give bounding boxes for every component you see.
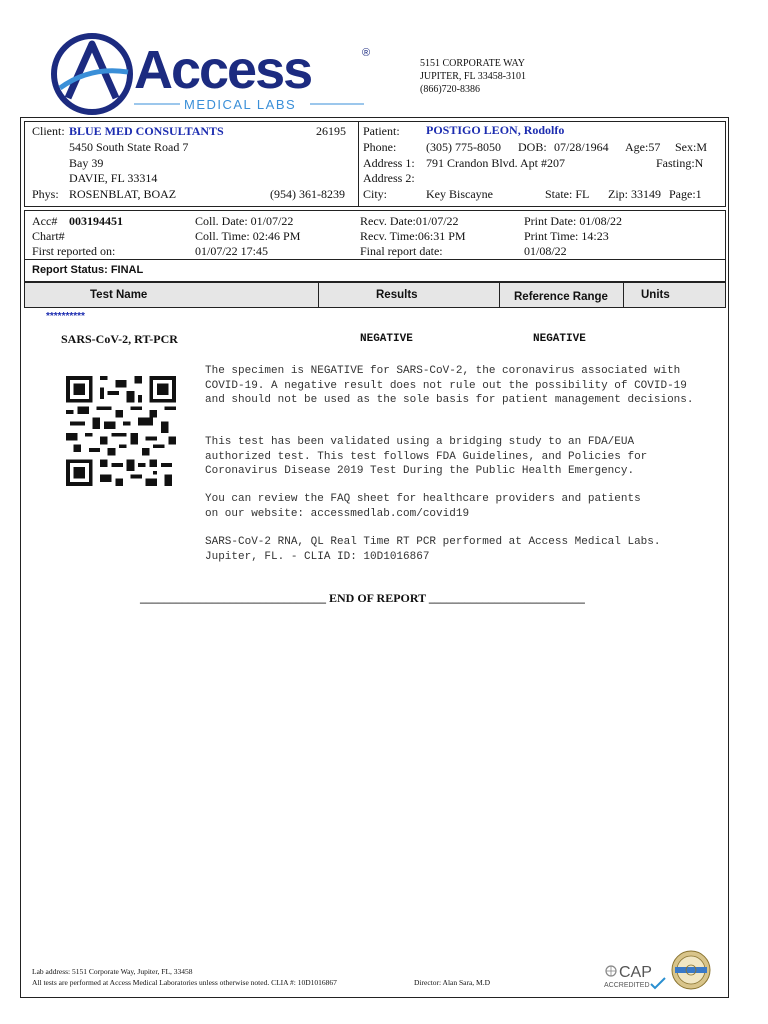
- footer-lab-address: Lab address: 5151 Corporate Way, Jupiter, FL, 33458: [32, 967, 193, 976]
- qr-code-icon: [66, 375, 176, 487]
- cap-accredited-logo: [603, 960, 669, 990]
- footer-disclaimer: All tests are performed at Access Medical Laboratories unless otherwise noted. CLIA #: 10D1016867: [32, 978, 337, 987]
- svg-text:CAP: CAP: [619, 964, 652, 981]
- patient-dob: 07/28/1964: [554, 140, 609, 154]
- client-name: BLUE MED CONSULTANTS: [69, 124, 224, 138]
- end-of-report: _______________________________ END OF REPORT __________________________: [140, 591, 585, 605]
- lab-address: 5151 CORPORATE WAY JUPITER, FL 33458-3101 (866)720-8386: [420, 58, 527, 95]
- section-stars: **********: [46, 311, 85, 322]
- result-note-2: This test has been validated using a bridging study to an FDA/EUA authorized test. This test follows FDA Guidelines, and Policies for Coronavirus Disease 2019 Test During the Public Health Emergency.: [205, 436, 648, 477]
- test-name: SARS-CoV-2, RT-PCR: [61, 332, 178, 346]
- test-result: NEGATIVE: [360, 333, 413, 345]
- physician-name: ROSENBLAT, BOAZ: [69, 187, 177, 201]
- svg-text:®: ®: [362, 47, 371, 59]
- logo-name: Access: [134, 40, 312, 100]
- result-note-1: The specimen is NEGATIVE for SARS-CoV-2, the coronavirus associated with COVID-19. A negative result does not rule out the possibility of COVID-19 and should not be used as the sole basis for patient management decisions.: [205, 365, 694, 406]
- svg-text:ACCREDITED: ACCREDITED: [604, 982, 650, 989]
- test-reference-range: NEGATIVE: [533, 333, 586, 345]
- result-note-3: You can review the FAQ sheet for healthcare providers and patients on our website: accessmedlab.com/covid19: [205, 493, 641, 520]
- footer-director: Director: Alan Sara, M.D: [414, 978, 491, 987]
- result-note-4: SARS-CoV-2 RNA, QL Real Time RT PCR performed at Access Medical Labs. Jupiter, FL. - CLIA ID: 10D1016867: [205, 536, 661, 563]
- patient-name: POSTIGO LEON, Rodolfo: [426, 123, 565, 137]
- logo-tagline: MEDICAL LABS: [184, 97, 297, 112]
- col-reference-range: Reference Range: [514, 291, 608, 303]
- col-results: Results: [376, 289, 418, 301]
- results-table-header: [24, 282, 726, 308]
- accreditation-seal-icon: [671, 950, 711, 990]
- report-status: Report Status: FINAL: [32, 264, 144, 276]
- col-test-name: Test Name: [90, 289, 148, 301]
- accession-number: 003194451: [69, 214, 123, 228]
- client-label: Client:: [32, 124, 65, 138]
- client-id: 26195: [316, 124, 346, 138]
- col-units: Units: [641, 289, 670, 301]
- access-medical-labs-logo: [50, 32, 380, 116]
